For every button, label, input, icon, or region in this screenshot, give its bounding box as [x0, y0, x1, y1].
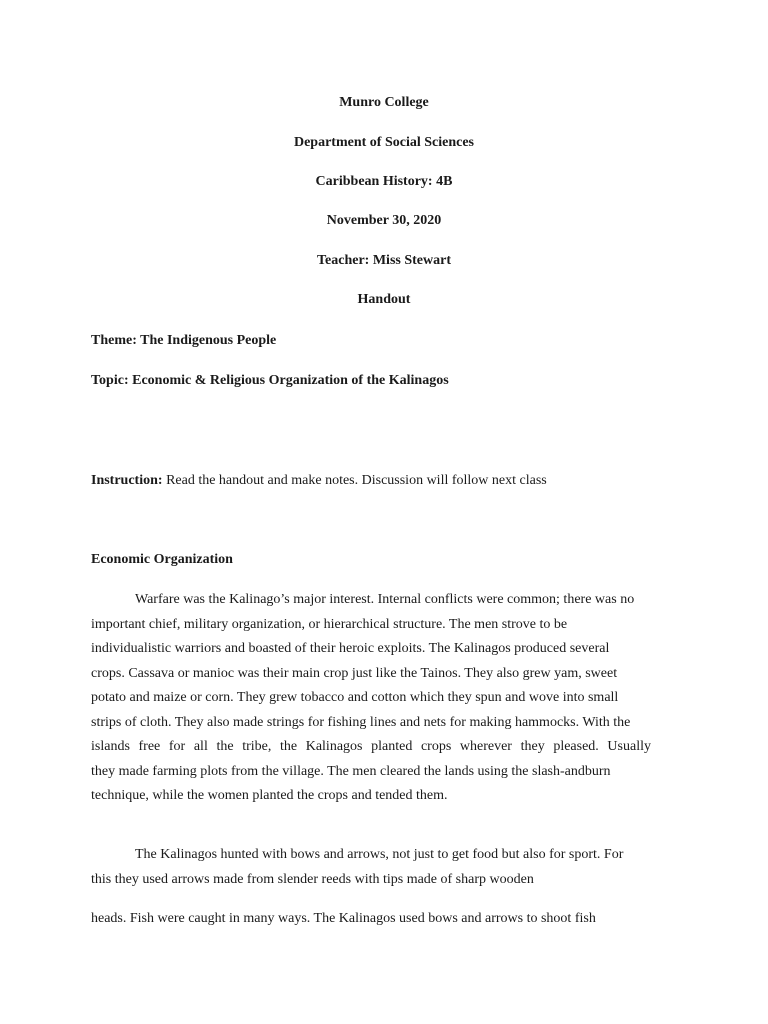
paragraph-economic-1 [91, 591, 651, 812]
paragraph-line: important chief, military organization, or hierarchical structure. The men strove to be [91, 616, 568, 632]
college-name: Munro College [339, 95, 429, 110]
paragraph-economic-2 [91, 846, 651, 895]
topic-line: Topic: Economic & Religious Organization of the Kalinagos [91, 373, 449, 388]
paragraph-line: they made farming plots from the village. The men cleared the lands using the slash-andburn [91, 763, 611, 779]
theme-line: Theme: The Indigenous People [91, 333, 277, 348]
document-type: Handout [357, 292, 411, 307]
instruction-line [91, 472, 547, 490]
paragraph-line: individualistic warriors and boasted of their heroic exploits. The Kalinagos produced several [91, 641, 610, 656]
instruction-text: Read the handout and make notes. Discussion will follow next class [166, 473, 547, 488]
paragraph-line: islands free for all the tribe, the Kalinagos planted crops wherever they pleased. Usually [91, 739, 651, 754]
paragraph-line: Warfare was the Kalinago’s major interest. Internal conflicts were common; there was no [135, 592, 635, 607]
course-title: Caribbean History: 4B [315, 174, 453, 189]
paragraph-line: crops. Cassava or manioc was their main crop just like the Tainos. They also grew yam, sweet [91, 665, 618, 681]
instruction-label: Instruction: [91, 473, 163, 488]
teacher-name: Teacher: Miss Stewart [316, 253, 451, 268]
department-name: Department of Social Sciences [293, 135, 475, 150]
paragraph-economic-3 [91, 910, 651, 935]
paragraph-line: The Kalinagos hunted with bows and arrows, not just to get food but also for sport. For [135, 847, 624, 862]
paragraph-line: potato and maize or corn. They grew tobacco and cotton which they spun and wove into small [91, 690, 619, 705]
section-heading: Economic Organization [91, 552, 233, 567]
paragraph-line: this they used arrows made from slender reeds with tips made of sharp wooden [91, 871, 534, 887]
paragraph-line: strips of cloth. They also made strings for fishing lines and nets for making hammocks. With the [91, 714, 631, 730]
document-date: November 30, 2020 [326, 213, 442, 228]
paragraph-line: technique, while the women planted the crops and tended them. [91, 788, 448, 803]
paragraph-line: heads. Fish were caught in many ways. The Kalinagos used bows and arrows to shoot fish [91, 911, 596, 926]
